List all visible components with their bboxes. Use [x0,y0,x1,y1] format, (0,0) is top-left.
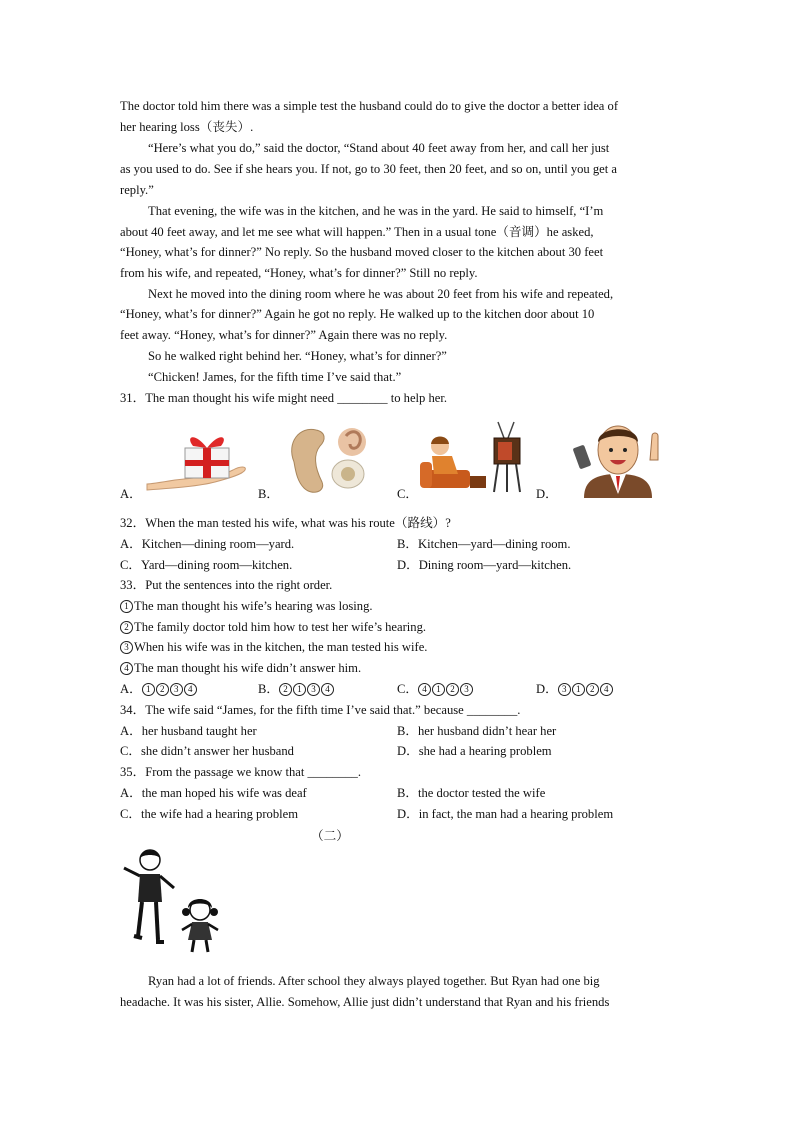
passage-line: “Honey, what’s for dinner?” Again he got no reply. He walked up to the kitchen door about 10 [120,307,595,321]
q33-option-c [397,679,474,699]
question-32-stem: 32．When the man tested his wife, what was his route（路线）? [120,516,451,530]
circled-number: 1 [572,683,585,696]
q32-option-d: D．Dining room—yard—kitchen. [397,558,572,572]
passage-line: about 40 feet away, and let me see what will happen.” Then in a usual tone（音调）he asked, [120,225,594,239]
q33-sentence-text: When his wife was in the kitchen, the man tested his wife. [134,640,428,654]
q35-option-b: B．the doctor tested the wife [397,786,546,800]
passage-line: “Here’s what you do,” said the doctor, “Stand about 40 feet away from her, and call her just [148,141,610,155]
question-35-stem: 35．From the passage we know that ________. [120,765,361,779]
circled-number: 3 [307,683,320,696]
passage-line: That evening, the wife was in the kitchen, and he was in the yard. He said to himself, “I’m [148,204,604,218]
passage-line: “Honey, what’s for dinner?” No reply. So the husband moved closer to the kitchen about 30 feet [120,245,604,259]
circled-number: 3 [120,641,133,654]
passage-line: her hearing loss（丧失）. [120,120,254,134]
q31-option-c-label: C． [397,487,418,501]
q33-sentence-3 [120,637,427,657]
circled-number: 3 [460,683,473,696]
q33-option-b [258,679,335,699]
passage-line: as you used to do. See if she hears you. If not, go to 30 feet, then 20 feet, and so on, until you get a [120,162,617,176]
q34-option-d: D．she had a hearing problem [397,744,552,758]
circled-number: 2 [156,683,169,696]
q33-sentence-text: The man thought his wife didn’t answer him. [134,661,362,675]
option-label: D． [536,682,558,696]
circled-number: 4 [184,683,197,696]
q33-option-d [536,679,614,699]
q31-option-d-label: D． [536,487,558,501]
q33-sentence-2 [120,617,426,637]
question-34-stem: 34．The wife said “James, for the fifth time I’ve said that.” because ________. [120,703,521,717]
circled-number: 4 [418,683,431,696]
section-title: （二） [311,829,349,843]
passage-line: from his wife, and repeated, “Honey, what’s for dinner?” Still no reply. [120,266,478,280]
q34-option-b: B．her husband didn’t hear her [397,724,557,738]
passage2-line: Ryan had a lot of friends. After school they always played together. But Ryan had one big [148,974,600,988]
passage-line: Next he moved into the dining room where he was about 20 feet from his wife and repeated, [148,287,614,301]
q35-option-a: A．the man hoped his wife was deaf [120,786,307,800]
q31-option-b-label: B． [258,487,279,501]
q32-option-a: A．Kitchen—dining room—yard. [120,537,295,551]
option-label: B． [258,682,279,696]
circled-number: 1 [432,683,445,696]
circled-number: 3 [170,683,183,696]
circled-number: 4 [120,662,133,675]
gift-in-hand-icon [145,428,250,498]
passage2-line: headache. It was his sister, Allie. Somehow, Allie just didn’t understand that Ryan and his friends [120,995,610,1009]
option-label: A． [120,682,142,696]
question-31-stem: 31．The man thought his wife might need ________ to help her. [120,391,448,405]
q32-option-b: B．Kitchen—yard—dining room. [397,537,571,551]
q33-sentence-1 [120,596,373,616]
circled-number: 1 [120,600,133,613]
circled-number: 1 [142,683,155,696]
q33-sentence-text: The man thought his wife’s hearing was losing. [134,599,373,613]
q31-option-a-label: A． [120,487,142,501]
circled-number: 3 [558,683,571,696]
circled-number: 4 [600,683,613,696]
passage-line: reply.” [120,183,154,197]
q34-option-a: A．her husband taught her [120,724,257,738]
q32-option-c: C．Yard—dining room—kitchen. [120,558,293,572]
passage-line: So he walked right behind her. “Honey, what’s for dinner?” [148,349,447,363]
circled-number: 2 [586,683,599,696]
option-label: C． [397,682,418,696]
q35-option-c: C．the wife had a hearing problem [120,807,299,821]
q34-option-c: C．she didn’t answer her husband [120,744,294,758]
circled-number: 2 [279,683,292,696]
q35-option-d: D．in fact, the man had a hearing problem [397,807,614,821]
q33-sentence-4 [120,658,361,678]
question-33-stem: 33．Put the sentences into the right order. [120,578,333,592]
passage-line: The doctor told him there was a simple test the husband could do to give the doctor a better idea of [120,99,619,113]
man-watching-tv-icon [418,420,523,498]
hearing-aid-icon [282,422,382,498]
boy-and-girl-jumping-icon [120,848,230,960]
circled-number: 2 [120,621,133,634]
q33-sentence-text: The family doctor told him how to test her wife’s hearing. [134,620,427,634]
circled-number: 4 [321,683,334,696]
circled-number: 1 [293,683,306,696]
passage-line: feet away. “Honey, what’s for dinner?” Again there was no reply. [120,328,448,342]
passage-line: “Chicken! James, for the fifth time I’ve said that.” [148,370,402,384]
circled-number: 2 [446,683,459,696]
man-on-phone-icon [566,420,670,498]
q33-option-a [120,679,198,699]
